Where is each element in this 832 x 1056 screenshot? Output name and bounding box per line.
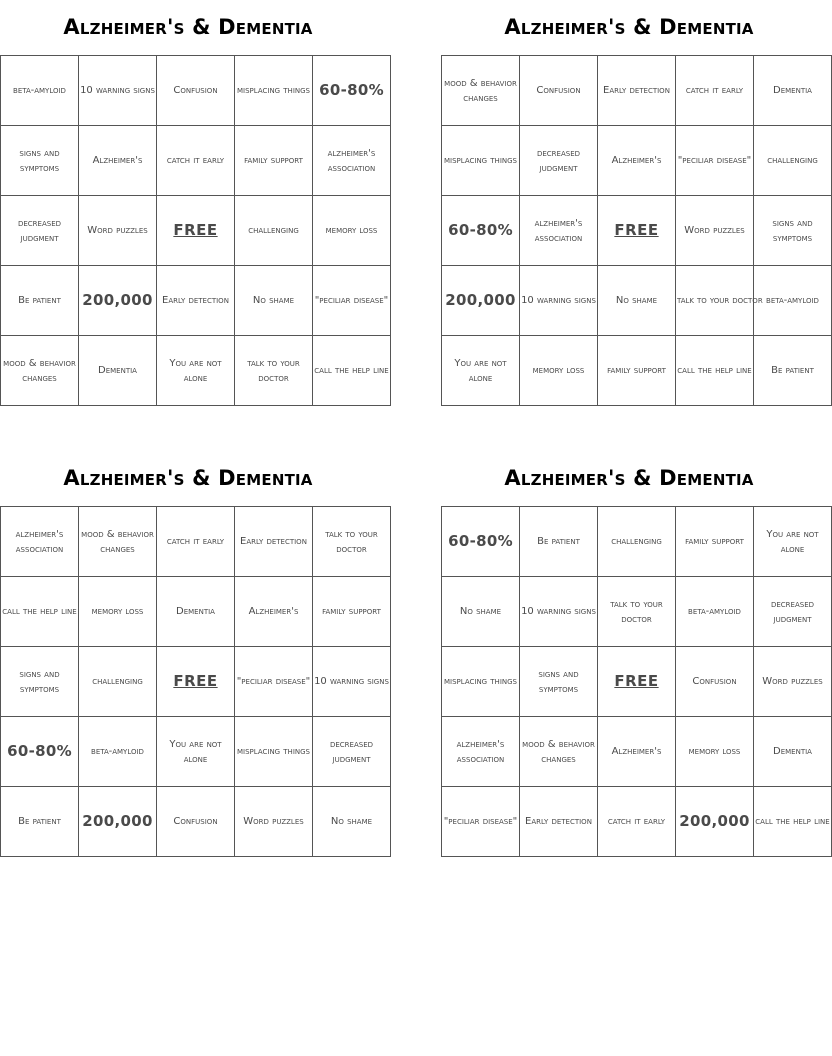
grid-cell: Early detection — [235, 507, 313, 577]
grid-cell: Early detection — [520, 787, 598, 857]
bingo-card-1 — [0, 12, 389, 406]
grid-row — [442, 196, 832, 266]
bingo-card-4 — [441, 463, 830, 857]
grid-row — [1, 787, 391, 857]
grid-cell: Be patient — [520, 507, 598, 577]
grid-cell: Dementia — [754, 717, 832, 787]
grid-cell: decreased judgment — [1, 196, 79, 266]
free-space: FREE — [598, 196, 676, 266]
grid-cell: alzheimer's association — [313, 126, 391, 196]
grid-cell: No shame — [235, 266, 313, 336]
grid-cell: signs and symptoms — [1, 126, 79, 196]
grid-cell: mood & behavior changes — [1, 336, 79, 406]
grid-cell: 10 warning signs — [79, 56, 157, 126]
grid-cell: 200,000 — [79, 787, 157, 857]
grid-row — [442, 787, 832, 857]
grid-row — [1, 507, 391, 577]
free-space: FREE — [598, 647, 676, 717]
grid-row — [442, 577, 832, 647]
grid-cell: call the help line — [754, 787, 832, 857]
grid-row — [1, 266, 391, 336]
grid-cell: You are not alone — [442, 336, 520, 406]
grid-cell: family support — [598, 336, 676, 406]
grid-cell: 10 warning signs — [520, 577, 598, 647]
grid-row — [1, 196, 391, 266]
grid-cell: You are not alone — [157, 717, 235, 787]
free-space: FREE — [157, 196, 235, 266]
grid-cell: Be patient — [1, 787, 79, 857]
grid-cell: memory loss — [313, 196, 391, 266]
grid-row — [1, 336, 391, 406]
grid-cell: Confusion — [157, 787, 235, 857]
grid-cell: 10 warning signs — [313, 647, 391, 717]
grid-cell: mood & behavior changes — [520, 717, 598, 787]
grid-cell: misplacing things — [235, 56, 313, 126]
grid-cell: Word puzzles — [754, 647, 832, 717]
grid-cell: No shame — [442, 577, 520, 647]
grid-cell: call the help line — [313, 336, 391, 406]
bingo-card-2 — [441, 12, 817, 406]
grid-cell: Alzheimer's — [79, 126, 157, 196]
grid-cell: Confusion — [157, 56, 235, 126]
grid-cell: Be patient — [754, 336, 832, 406]
grid-row — [1, 577, 391, 647]
grid-cell: decreased judgment — [520, 126, 598, 196]
grid-cell: decreased judgment — [754, 577, 832, 647]
grid-cell: catch it early — [676, 56, 754, 126]
bingo-grid — [0, 55, 391, 406]
grid-cell: alzheimer's association — [1, 507, 79, 577]
grid-cell: misplacing things — [442, 647, 520, 717]
grid-cell: Early detection — [598, 56, 676, 126]
grid-cell: Dementia — [157, 577, 235, 647]
grid-row — [1, 717, 391, 787]
grid-cell: You are not alone — [157, 336, 235, 406]
grid-cell: family support — [313, 577, 391, 647]
grid-cell: Dementia — [754, 56, 832, 126]
grid-cell: Word puzzles — [79, 196, 157, 266]
bingo-grid — [441, 506, 832, 857]
grid-cell: mood & behavior changes — [442, 56, 520, 126]
grid-cell: "peciliar disease" — [676, 126, 754, 196]
grid-cell: Alzheimer's — [235, 577, 313, 647]
grid-cell: "peciliar disease" — [235, 647, 313, 717]
grid-cell: call the help line — [676, 336, 754, 406]
grid-cell: alzheimer's association — [442, 717, 520, 787]
grid-cell: challenging — [598, 507, 676, 577]
grid-cell: "peciliar disease" — [442, 787, 520, 857]
grid-cell: challenging — [79, 647, 157, 717]
grid-cell: mood & behavior changes — [79, 507, 157, 577]
card-title: Alzheimer's & Dementia — [63, 466, 313, 490]
grid-cell: beta-amyloid — [79, 717, 157, 787]
grid-cell: catch it early — [157, 126, 235, 196]
bingo-grid — [441, 55, 832, 406]
grid-cell: 200,000 — [79, 266, 157, 336]
grid-cell: beta-amyloid — [754, 266, 832, 336]
grid-cell: misplacing things — [442, 126, 520, 196]
grid-cell: Word puzzles — [676, 196, 754, 266]
grid-cell: Word puzzles — [235, 787, 313, 857]
grid-cell: No shame — [598, 266, 676, 336]
grid-cell: talk to your doctor — [598, 577, 676, 647]
grid-row — [442, 266, 832, 336]
grid-cell: memory loss — [79, 577, 157, 647]
grid-row — [442, 647, 832, 717]
grid-row — [1, 647, 391, 717]
grid-cell: Be patient — [1, 266, 79, 336]
grid-cell: Alzheimer's — [598, 717, 676, 787]
grid-cell: 60-80% — [442, 196, 520, 266]
grid-cell: 200,000 — [442, 266, 520, 336]
grid-cell: Confusion — [676, 647, 754, 717]
grid-cell: "peciliar disease" — [313, 266, 391, 336]
grid-cell: signs and symptoms — [1, 647, 79, 717]
grid-cell: family support — [235, 126, 313, 196]
grid-cell: memory loss — [520, 336, 598, 406]
grid-cell: catch it early — [598, 787, 676, 857]
grid-cell: challenging — [754, 126, 832, 196]
grid-cell: memory loss — [676, 717, 754, 787]
grid-cell: misplacing things — [235, 717, 313, 787]
card-title: Alzheimer's & Dementia — [504, 466, 754, 490]
grid-cell: talk to your doctor — [313, 507, 391, 577]
grid-row — [442, 56, 832, 126]
grid-cell: signs and symptoms — [520, 647, 598, 717]
grid-cell: challenging — [235, 196, 313, 266]
grid-row — [442, 126, 832, 196]
grid-cell: Confusion — [520, 56, 598, 126]
grid-cell: beta-amyloid — [1, 56, 79, 126]
grid-cell: No shame — [313, 787, 391, 857]
grid-cell: signs and symptoms — [754, 196, 832, 266]
grid-row — [1, 126, 391, 196]
grid-cell: 200,000 — [676, 787, 754, 857]
grid-cell: talk to your doctor — [676, 266, 754, 336]
grid-cell: Dementia — [79, 336, 157, 406]
card-title: Alzheimer's & Dementia — [63, 15, 313, 39]
grid-cell: catch it early — [157, 507, 235, 577]
grid-cell: 60-80% — [442, 507, 520, 577]
card-title: Alzheimer's & Dementia — [504, 15, 754, 39]
grid-cell: Early detection — [157, 266, 235, 336]
grid-cell: Alzheimer's — [598, 126, 676, 196]
grid-cell: decreased judgment — [313, 717, 391, 787]
bingo-grid — [0, 506, 391, 857]
free-space: FREE — [157, 647, 235, 717]
grid-cell: talk to your doctor — [235, 336, 313, 406]
grid-cell: 60-80% — [313, 56, 391, 126]
grid-cell: 10 warning signs — [520, 266, 598, 336]
grid-cell: You are not alone — [754, 507, 832, 577]
grid-row — [442, 717, 832, 787]
grid-cell: 60-80% — [1, 717, 79, 787]
grid-row — [442, 507, 832, 577]
grid-cell: call the help line — [1, 577, 79, 647]
grid-row — [442, 336, 832, 406]
grid-cell: beta-amyloid — [676, 577, 754, 647]
grid-row — [1, 56, 391, 126]
grid-cell: family support — [676, 507, 754, 577]
bingo-card-3 — [0, 463, 389, 857]
grid-cell: alzheimer's association — [520, 196, 598, 266]
